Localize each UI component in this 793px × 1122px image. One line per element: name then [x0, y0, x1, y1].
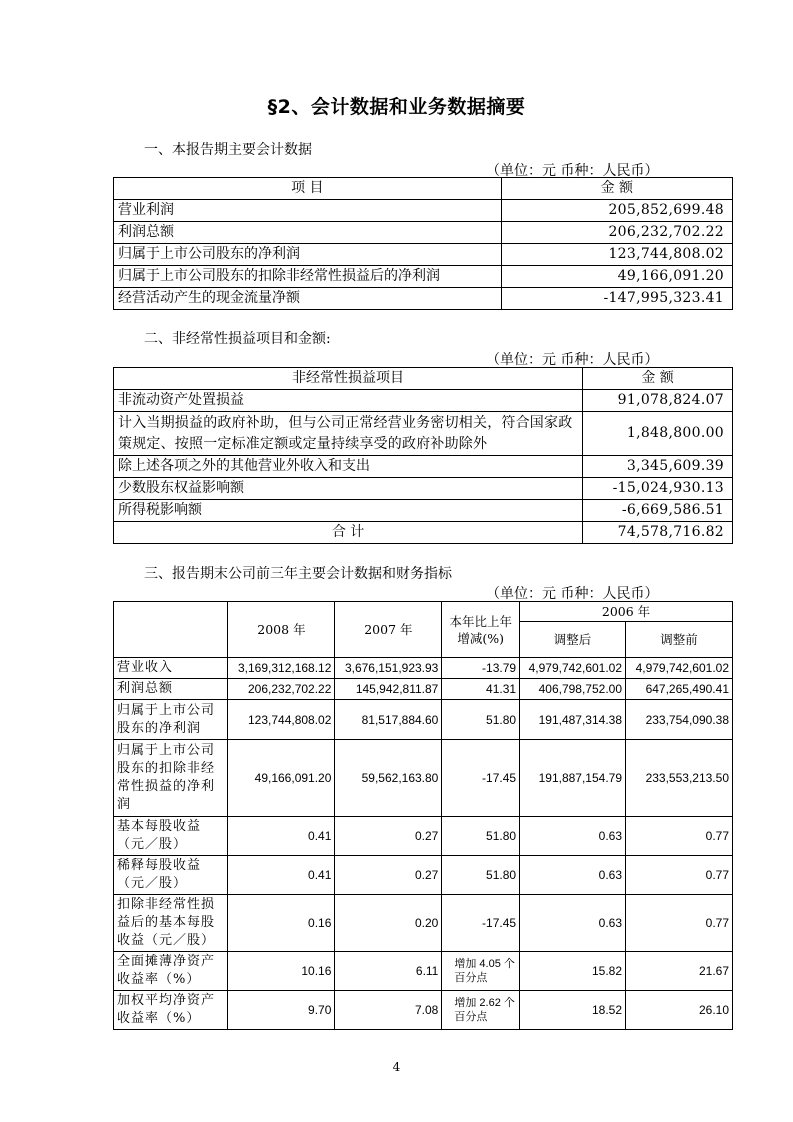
cell-2007: 0.27: [335, 817, 442, 856]
row-label: 营业收入: [114, 658, 228, 679]
row-label: 经营活动产生的现金流量净额: [114, 288, 502, 310]
header-amount: 金 额: [501, 178, 732, 200]
cell-2008: 206,232,702.22: [228, 679, 335, 700]
cell-after: 406,798,752.00: [520, 679, 626, 700]
cell-before: 21.67: [626, 952, 733, 991]
header-item: 项 目: [114, 178, 502, 200]
table-row: [114, 200, 733, 222]
cell-2008: 0.41: [228, 856, 335, 895]
row-label: 加权平均净资产收益率（%）: [114, 991, 228, 1030]
cell-2007: 6.11: [335, 952, 442, 991]
header-adjusted-before: 调整前: [626, 622, 733, 658]
row-label: 归属于上市公司股东的净利润: [114, 244, 502, 266]
table-row: [114, 288, 733, 310]
cell-before: 233,754,090.38: [626, 700, 733, 740]
table-row: [114, 412, 733, 456]
cell-change: -17.45: [442, 895, 520, 952]
cell-2007: 7.08: [335, 991, 442, 1030]
section3-unit: （单位：元 币种：人民币）: [486, 586, 659, 602]
non-recurring-table: [113, 367, 733, 544]
row-label: 扣除非经常性损益后的基本每股收益（元／股）: [114, 895, 228, 952]
cell-2008: 9.70: [228, 991, 335, 1030]
cell-before: 0.77: [626, 817, 733, 856]
cell-2007: 0.20: [335, 895, 442, 952]
row-label: 归属于上市公司股东的扣除非经常性损益后的净利润: [114, 266, 502, 288]
table-row: [114, 522, 733, 544]
cell-after: 4,979,742,601.02: [520, 658, 626, 679]
table-row: [114, 895, 733, 952]
header-adjusted-after: 调整后: [520, 622, 626, 658]
cell-after: 191,487,314.38: [520, 700, 626, 740]
cell-change: 51.80: [442, 856, 520, 895]
cell-before: 0.77: [626, 895, 733, 952]
row-value: -15,024,930.13: [583, 478, 733, 500]
cell-before: 4,979,742,601.02: [626, 658, 733, 679]
header-2007: 2007 年: [335, 602, 442, 658]
cell-2007: 145,942,811.87: [335, 679, 442, 700]
table-row: [114, 856, 733, 895]
total-value: 74,578,716.82: [583, 522, 733, 544]
cell-change: 增加 4.05 个百分点: [442, 952, 520, 991]
total-label: 合 计: [114, 522, 583, 544]
table-row: [114, 222, 733, 244]
table-row: [114, 658, 733, 679]
cell-2007: 81,517,884.60: [335, 700, 442, 740]
cell-before: 0.77: [626, 856, 733, 895]
cell-change: -13.79: [442, 658, 520, 679]
table-row: [114, 952, 733, 991]
section2-unit: （单位：元 币种：人民币）: [486, 352, 659, 368]
table-row: [114, 679, 733, 700]
header-blank: [114, 602, 228, 658]
cell-change: -17.45: [442, 740, 520, 817]
cell-before: 647,265,490.41: [626, 679, 733, 700]
cell-change: 41.31: [442, 679, 520, 700]
table-row: [114, 991, 733, 1030]
cell-change: 51.80: [442, 817, 520, 856]
section3-heading: 三、报告期末公司前三年主要会计数据和财务指标: [144, 566, 452, 582]
header-change: 本年比上年增减(%): [442, 602, 520, 658]
table-row: [114, 390, 733, 412]
cell-after: 18.52: [520, 991, 626, 1030]
row-value: 1,848,800.00: [583, 412, 733, 456]
row-label: 稀释每股收益（元／股）: [114, 856, 228, 895]
table-row: [114, 244, 733, 266]
row-label: 少数股东权益影响额: [114, 478, 583, 500]
table-row: [114, 456, 733, 478]
header-2006: 2006 年: [520, 602, 733, 622]
cell-2007: 0.27: [335, 856, 442, 895]
accounting-data-table: [113, 177, 733, 310]
row-label: 非流动资产处置损益: [114, 390, 583, 412]
cell-2008: 0.41: [228, 817, 335, 856]
section1-unit: （单位：元 币种：人民币）: [486, 163, 659, 179]
section1-heading: 一、本报告期主要会计数据: [144, 142, 312, 158]
cell-before: 233,553,213.50: [626, 740, 733, 817]
row-value: 3,345,609.39: [583, 456, 733, 478]
cell-2007: 3,676,151,923.93: [335, 658, 442, 679]
cell-after: 0.63: [520, 856, 626, 895]
header-2008: 2008 年: [228, 602, 335, 658]
section2-heading: 二、非经常性损益项目和金额:: [144, 331, 331, 347]
table-row: [114, 817, 733, 856]
cell-2008: 3,169,312,168.12: [228, 658, 335, 679]
page-number: 4: [392, 1060, 401, 1074]
row-label: 基本每股收益（元／股）: [114, 817, 228, 856]
row-value: -6,669,586.51: [583, 500, 733, 522]
row-label: 利润总额: [114, 679, 228, 700]
cell-2007: 59,562,163.80: [335, 740, 442, 817]
page-title: §2、会计数据和业务数据摘要: [267, 96, 526, 118]
row-value: 205,852,699.48: [501, 200, 732, 222]
row-value: -147,995,323.41: [501, 288, 732, 310]
cell-2008: 10.16: [228, 952, 335, 991]
header-item: 非经常性损益项目: [114, 368, 583, 390]
cell-after: 15.82: [520, 952, 626, 991]
cell-after: 0.63: [520, 817, 626, 856]
table-row: [114, 478, 733, 500]
cell-before: 26.10: [626, 991, 733, 1030]
row-label: 归属于上市公司股东的扣除非经常性损益的净利润: [114, 740, 228, 817]
row-label: 归属于上市公司股东的净利润: [114, 700, 228, 740]
row-label: 计入当期损益的政府补助，但与公司正常经营业务密切相关，符合国家政策规定、按照一定标准定额或定量持续享受的政府补助除外: [114, 412, 583, 456]
row-label: 除上述各项之外的其他营业外收入和支出: [114, 456, 583, 478]
cell-2008: 123,744,808.02: [228, 700, 335, 740]
table-row: [114, 700, 733, 740]
cell-after: 191,887,154.79: [520, 740, 626, 817]
cell-change: 51.80: [442, 700, 520, 740]
row-value: 123,744,808.02: [501, 244, 732, 266]
row-label: 所得税影响额: [114, 500, 583, 522]
row-value: 91,078,824.07: [583, 390, 733, 412]
cell-change: 增加 2.62 个百分点: [442, 991, 520, 1030]
header-amount: 金 额: [583, 368, 733, 390]
row-value: 206,232,702.22: [501, 222, 732, 244]
row-label: 营业利润: [114, 200, 502, 222]
cell-after: 0.63: [520, 895, 626, 952]
three-year-table: [113, 601, 733, 1030]
row-value: 49,166,091.20: [501, 266, 732, 288]
row-label: 利润总额: [114, 222, 502, 244]
row-label: 全面摊薄净资产收益率（%）: [114, 952, 228, 991]
table-row: [114, 500, 733, 522]
table-row: [114, 266, 733, 288]
table-row: [114, 740, 733, 817]
cell-2008: 49,166,091.20: [228, 740, 335, 817]
cell-2008: 0.16: [228, 895, 335, 952]
